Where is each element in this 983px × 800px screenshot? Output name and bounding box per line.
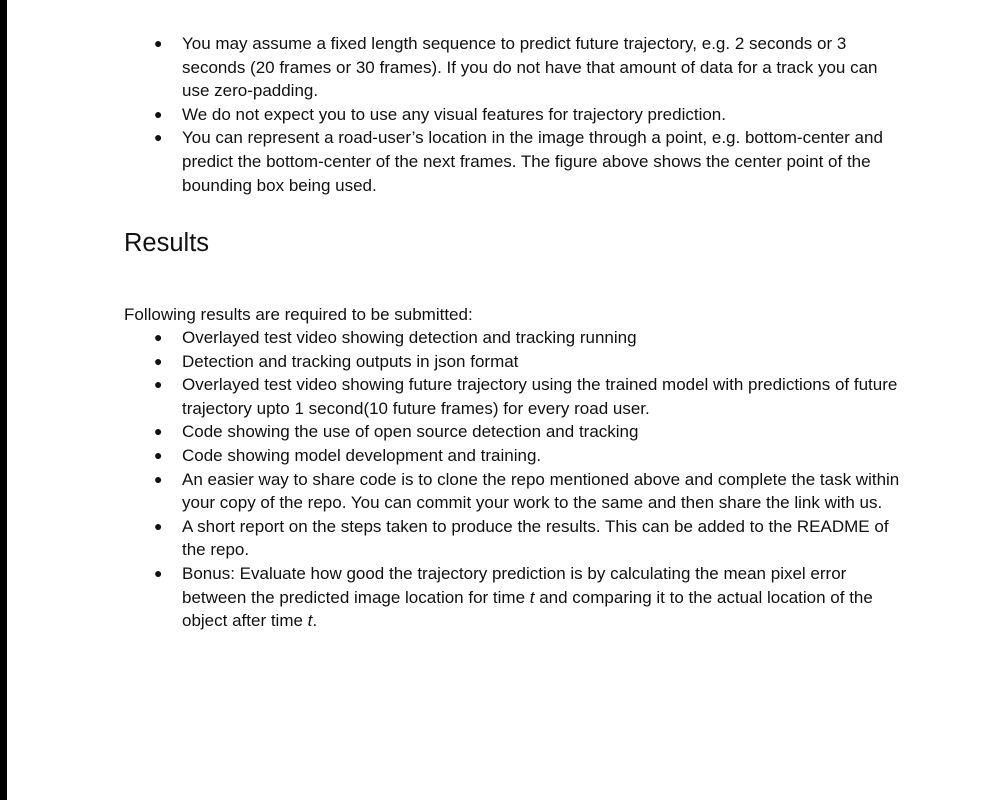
bonus-text-part3: . [312, 611, 318, 631]
left-edge-bar [0, 0, 7, 800]
bullet-icon: ● [154, 423, 163, 440]
list-item-text: A short report on the steps taken to produce the results. This can be added to the README of the repo. [182, 516, 889, 560]
list-item-text: Overlayed test video showing future trajectory using the trained model with predictions of future trajectory upto 1 second(10 future frames) for every road user. [182, 375, 898, 418]
results-intro: Following results are required to be submitted: [124, 305, 473, 324]
list-item-text: Overlayed test video showing detection and tracking running [182, 328, 637, 347]
list-item [124, 373, 904, 420]
list-item [124, 103, 904, 127]
list-item-text: Detection and tracking outputs in json format [182, 351, 519, 371]
list-item [124, 420, 904, 444]
list-item [124, 126, 904, 197]
bonus-text-part2: and comparing it to the actual location of the object after time [182, 587, 873, 631]
list-item [124, 32, 904, 103]
bullet-icon: ● [154, 129, 163, 146]
bonus-text-part1: Bonus: Evaluate how good the trajectory prediction is by calculating the mean pixel error between the predicted image location for time [182, 563, 847, 607]
list-item-text: You can represent a road-user’s location in the image through a point, e.g. bottom-center and predict the bottom-center of the next frames. The figure above shows the center point of the bounding box being used. [182, 128, 883, 195]
bonus-item [124, 562, 904, 633]
list-item [124, 326, 904, 350]
time-variable: t [307, 611, 313, 631]
list-item [124, 350, 904, 374]
bullet-icon: ● [154, 564, 163, 581]
time-variable: t [529, 587, 535, 607]
list-item-text: We do not expect you to use any visual features for trajectory prediction. [182, 104, 726, 124]
bullet-icon: ● [154, 517, 163, 534]
bullet-icon: ● [154, 105, 163, 122]
list-item-text: An easier way to share code is to clone the repo mentioned above and complete the task within your copy of the repo. You can commit your work to the same and then share the link with us. [182, 469, 900, 513]
list-item [124, 468, 904, 515]
list-item-text: Code showing model development and training. [182, 445, 542, 465]
bullet-icon: ● [154, 35, 163, 51]
bullet-icon: ● [154, 352, 163, 369]
list-item [124, 444, 904, 468]
results-list [124, 326, 904, 633]
bullet-icon: ● [154, 446, 163, 463]
list-item-text: You may assume a fixed length sequence to predict future trajectory, e.g. 2 seconds or 3 seconds (20 frames or 30 frames). If you do not have that amount of data for a track you can use zero-padding. [182, 34, 878, 101]
requirements-list [124, 32, 904, 197]
bullet-icon: ● [154, 329, 163, 345]
bullet-icon: ● [154, 470, 163, 487]
list-item [124, 515, 904, 562]
list-item-text: Code showing the use of open source detection and tracking [182, 422, 639, 442]
results-heading: Results [124, 229, 210, 257]
bullet-icon: ● [154, 376, 163, 393]
